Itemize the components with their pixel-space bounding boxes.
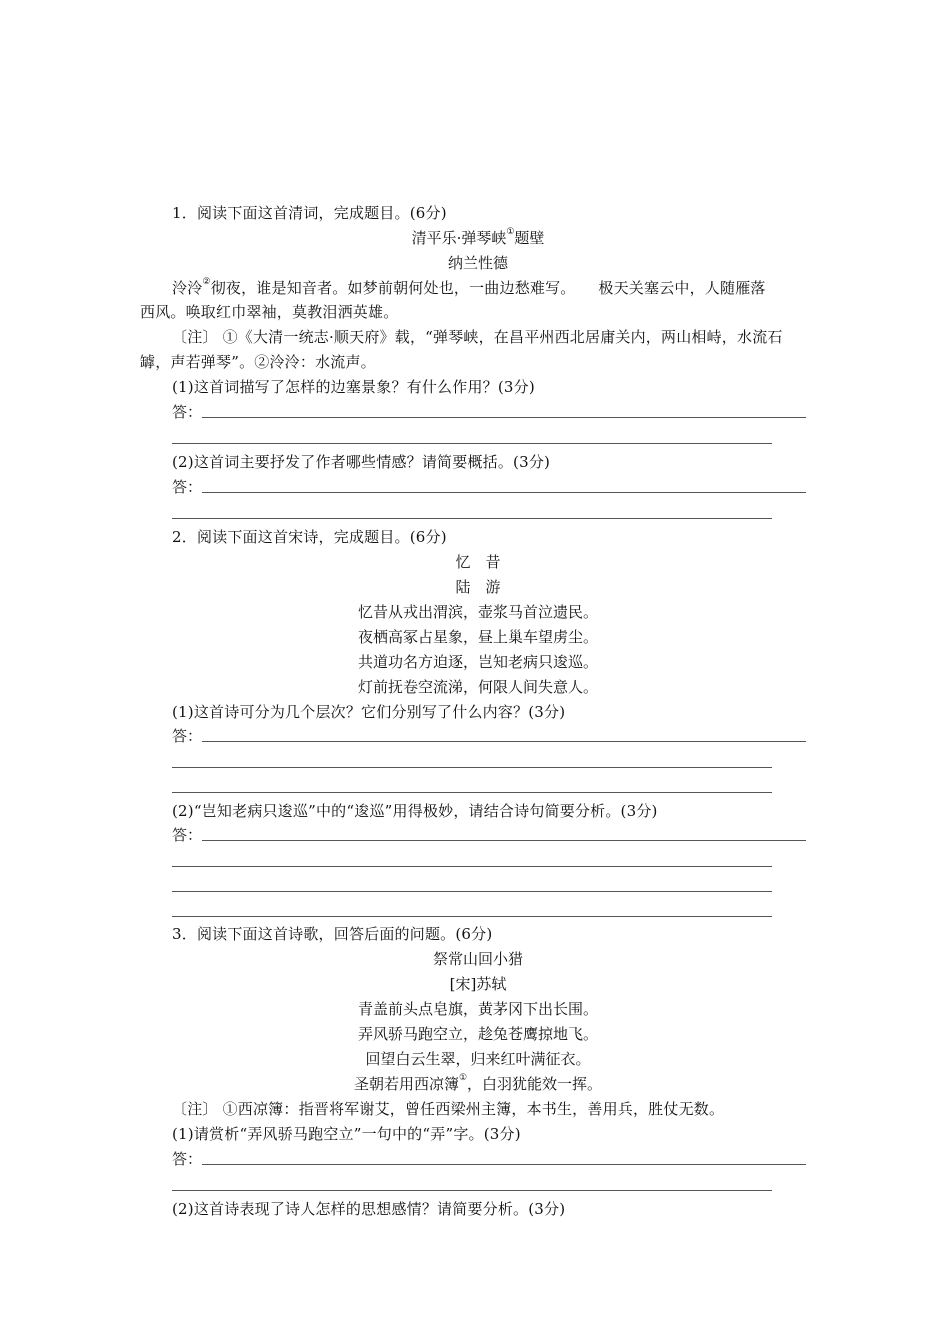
answer-line[interactable] — [172, 1190, 772, 1191]
q3-poem-line: 圣朝若用西凉簿①，白羽犹能效一挥。 — [353, 1073, 603, 1093]
q2-poem-title: 忆 昔 — [455, 553, 501, 571]
q3-poem-line: 回望白云生翠，归来红叶满征衣。 — [365, 1050, 591, 1068]
q1-poem-author: 纳兰性德 — [447, 254, 508, 272]
q1-note-line1: 〔注〕 ①《大清一统志·顺天府》载，“弹琴峡，在昌平州西北居庸关内，两山相峙，水流石 — [172, 328, 783, 346]
answer-line[interactable] — [202, 1164, 806, 1165]
q1-title-note-mark: ① — [506, 227, 515, 237]
q2-poem-line: 夜栖高冢占星象，昼上巢车望虏尘。 — [357, 628, 598, 646]
q3-line-note-mark: ① — [458, 1073, 468, 1083]
answer-line[interactable] — [172, 891, 772, 892]
answer-label: 答： — [172, 478, 203, 496]
q3-sub-question-2: (2)这首诗表现了诗人怎样的思想感情？请简要分析。(3分) — [172, 1200, 566, 1218]
answer-line[interactable] — [172, 767, 772, 768]
answer-line[interactable] — [172, 518, 772, 519]
q1-body-note-mark: ② — [202, 277, 211, 287]
q2-poem-line: 灯前抚卷空流涕，何限人间失意人。 — [357, 678, 598, 696]
q2-sub-question-1: (1)这首诗可分为几个层次？它们分别写了什么内容？(3分) — [172, 703, 566, 721]
q3-note: 〔注〕 ①西凉簿：指晋将军谢艾，曾任西梁州主簿，本书生，善用兵，胜仗无数。 — [172, 1100, 725, 1118]
q3-poem-line: 弄风骄马跑空立，趁兔苍鹰掠地飞。 — [357, 1025, 598, 1043]
q3-header: 3．阅读下面这首诗歌，回答后面的问题。(6分) — [172, 925, 493, 943]
answer-line[interactable] — [172, 443, 772, 444]
q2-header: 2．阅读下面这首宋诗，完成题目。(6分) — [172, 528, 447, 546]
q1-sub-question-2: (2)这首词主要抒发了作者哪些情感？请简要概括。(3分) — [172, 453, 551, 471]
q1-poem-body-line2: 西风。唤取红巾翠袖，莫教泪洒英雄。 — [140, 303, 399, 321]
q2-sub-question-2: (2)“岂知老病只逡巡”中的“逡巡”用得极妙，请结合诗句简要分析。(3分) — [172, 802, 658, 820]
answer-line[interactable] — [202, 492, 806, 493]
q1-poem-body-line1: 泠泠②彻夜，谁是知音者。如梦前朝何处也，一曲边愁难写。 极天关塞云中，人随雁落 — [172, 277, 766, 297]
answer-label: 答： — [172, 826, 203, 844]
q1-sub-question-1: (1)这首词描写了怎样的边塞景象？有什么作用？(3分) — [172, 378, 535, 396]
answer-line[interactable] — [202, 741, 806, 742]
q3-poem-author: [宋]苏轼 — [449, 975, 507, 993]
answer-line[interactable] — [172, 866, 772, 867]
q1-note-line2: 罅，声若弹琴”。②泠泠：水流声。 — [140, 353, 376, 371]
answer-line[interactable] — [172, 792, 772, 793]
answer-line[interactable] — [202, 840, 806, 841]
answer-line[interactable] — [202, 417, 806, 418]
q1-poem-title: 清平乐·弹琴峡①题壁 — [411, 227, 545, 247]
q1-header: 1．阅读下面这首清词，完成题目。(6分) — [172, 204, 447, 222]
q2-poem-line: 忆昔从戎出渭滨，壶浆马首泣遗民。 — [357, 603, 598, 621]
q2-poem-author: 陆 游 — [455, 578, 501, 596]
answer-line[interactable] — [172, 916, 772, 917]
answer-label: 答： — [172, 1150, 203, 1168]
q3-poem-line: 青盖前头点皂旗，黄茅冈下出长围。 — [357, 1000, 598, 1018]
q2-poem-line: 共道功名方迫逐，岂知老病只逡巡。 — [357, 653, 598, 671]
q3-poem-title: 祭常山回小猎 — [432, 950, 523, 968]
answer-label: 答： — [172, 403, 203, 421]
answer-label: 答： — [172, 727, 203, 745]
q3-sub-question-1: (1)请赏析“弄风骄马跑空立”一句中的“弄”字。(3分) — [172, 1125, 521, 1143]
